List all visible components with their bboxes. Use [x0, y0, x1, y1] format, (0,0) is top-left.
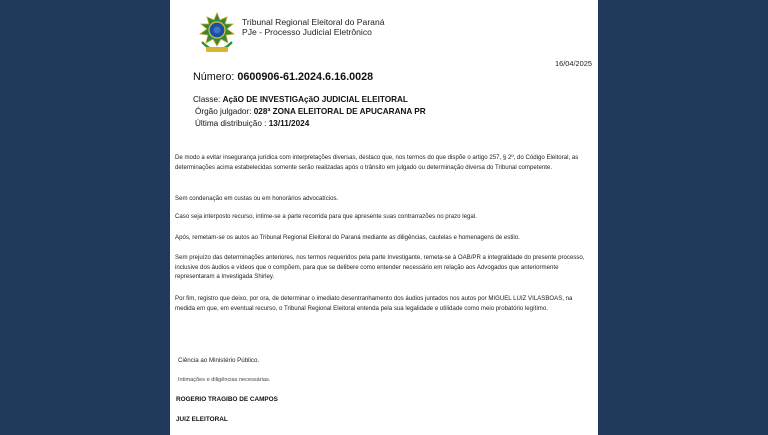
- orgao-value: 028ª ZONA ELEITORAL DE APUCARANA PR: [253, 107, 426, 116]
- orgao-label: Órgão julgador:: [195, 107, 252, 116]
- ciencia-line: Ciência ao Ministério Público.: [178, 357, 260, 364]
- classe-value: AçãO DE INVESTIGAçãO JUDICIAL ELEITORAL: [222, 95, 408, 104]
- distribuicao-line: [195, 119, 309, 128]
- brasil-coat-of-arms-icon: [197, 12, 237, 54]
- process-number: [193, 71, 373, 83]
- classe-line: [193, 95, 408, 104]
- document-page: [170, 0, 598, 435]
- numero-label: Número:: [193, 71, 235, 83]
- paragraph-4: Após, remetam-se os autos ao Tribunal Regional Eleitoral do Paraná mediante as diligências, cautelas e homenagens de estilo.: [175, 234, 520, 241]
- document-date: 16/04/2025: [555, 59, 592, 68]
- paragraph-1: De modo a evitar insegurança jurídica com interpretações diversas, destaco que, nos termos do que dispõe o artigo 257, § 2º, do Código Eleitoral, as determinações acima estabelecidas somente serão realizadas após o trânsito em julgado ou determinação diversa do Tribunal competente.: [175, 154, 579, 171]
- paragraph-5: Sem prejuízo das determinações anteriores, nos termos requeridos pela parte Investigante, remeta-se à OAB/PR a integralidade do presente processo, inclusive dos áudios e vídeos que o compõem, para que se delibere como entender necessário em relação aos Advogados que anteriormente representaram a Investigada Shirley.: [175, 254, 585, 281]
- intimacoes-line: Intimações e diligências necessárias.: [178, 377, 271, 383]
- numero-value: 0600906-61.2024.6.16.0028: [237, 71, 374, 83]
- paragraph-3: Caso seja interposto recurso, intime-se a parte recorrida para que apresente suas contrarrazões no prazo legal.: [175, 213, 477, 220]
- court-name: Tribunal Regional Eleitoral do Paraná: [242, 17, 385, 27]
- paragraph-6: Por fim, registro que deixo, por ora, de determinar o imediato desentranhamento dos áudios juntados nos autos por MIGUEL LUIZ VILASBOAS, na medida em que, em eventual recurso, o Tribunal Regional Eleitoral entenda pela sua legalidade e utilidade como meio probatório legítimo.: [175, 295, 573, 312]
- judge-title: JUIZ ELEITORAL: [176, 416, 228, 423]
- distribuicao-label: Última distribuição :: [195, 119, 267, 128]
- system-name: PJe - Processo Judicial Eletrônico: [242, 27, 372, 37]
- paragraph-2: Sem condenação em custas ou em honorários advocatícios.: [175, 195, 339, 202]
- orgao-line: [195, 107, 426, 116]
- classe-label: Classe:: [193, 95, 221, 104]
- judge-name: ROGERIO TRAGIBO DE CAMPOS: [176, 396, 278, 403]
- distribuicao-value: 13/11/2024: [268, 119, 310, 128]
